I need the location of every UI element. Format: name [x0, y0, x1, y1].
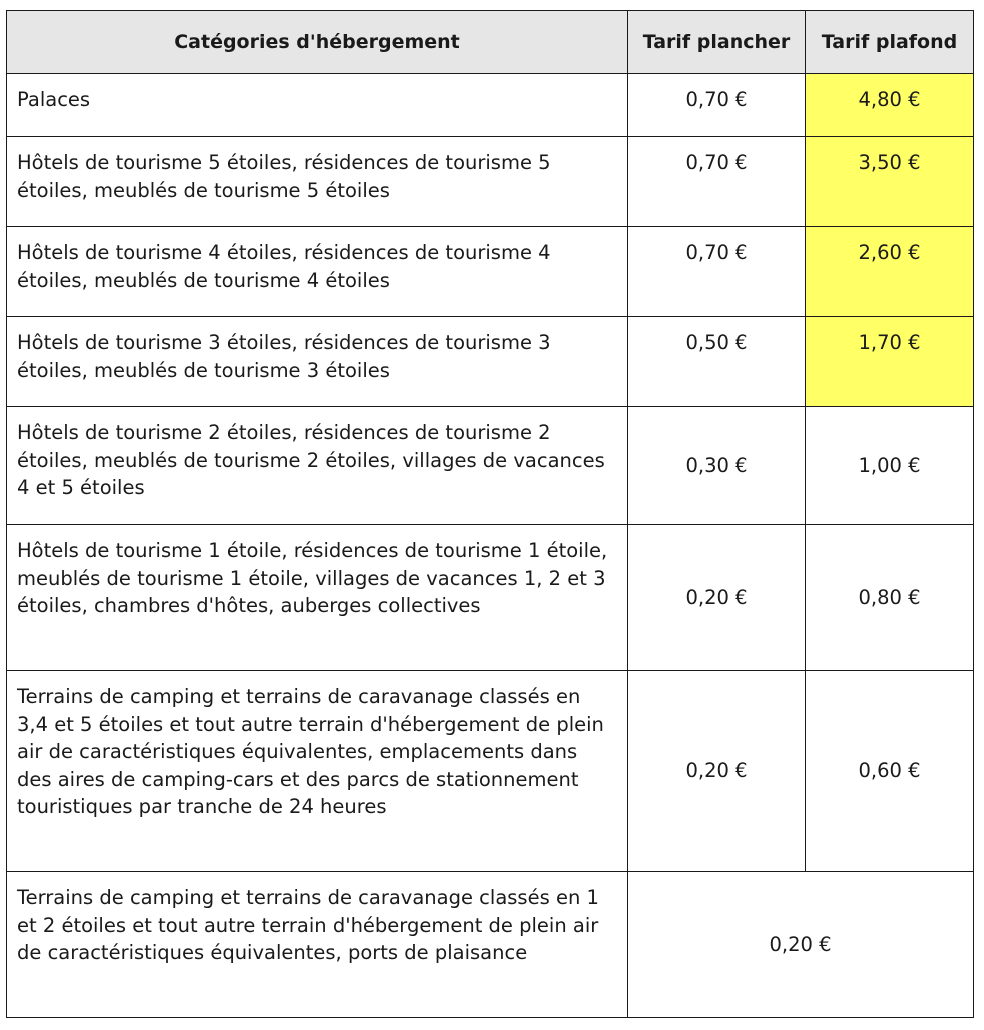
ceiling-rate-cell: 3,50 € [806, 137, 974, 227]
floor-rate-cell: 0,20 € [628, 525, 806, 671]
category-cell: Terrains de camping et terrains de caravanage classés en 1 et 2 étoiles et tout autre terrain d'hébergement de plein air de caractéristiques équivalentes, ports de plaisance [7, 872, 628, 1018]
header-category: Catégories d'hébergement [7, 11, 628, 74]
header-ceiling-rate: Tarif plafond [806, 11, 974, 74]
table-row [7, 407, 974, 525]
category-cell: Hôtels de tourisme 1 étoile, résidences de tourisme 1 étoile, meublés de tourisme 1 étoile, villages de vacances 1, 2 et 3 étoiles, chambres d'hôtes, auberges collectives [7, 525, 628, 671]
floor-rate-cell: 0,20 € [628, 671, 806, 872]
category-cell: Hôtels de tourisme 2 étoiles, résidences de tourisme 2 étoiles, meublés de tourisme 2 étoiles, villages de vacances 4 et 5 étoiles [7, 407, 628, 525]
floor-rate-cell: 0,50 € [628, 317, 806, 407]
table-row [7, 137, 974, 227]
single-rate-cell: 0,20 € [628, 872, 974, 1018]
floor-rate-cell: 0,70 € [628, 74, 806, 137]
floor-rate-cell: 0,70 € [628, 137, 806, 227]
table-row [7, 227, 974, 317]
ceiling-rate-cell: 0,60 € [806, 671, 974, 872]
table-row [7, 317, 974, 407]
category-cell: Palaces [7, 74, 628, 137]
category-cell: Hôtels de tourisme 5 étoiles, résidences de tourisme 5 étoiles, meublés de tourisme 5 étoiles [7, 137, 628, 227]
floor-rate-cell: 0,30 € [628, 407, 806, 525]
table-header-row [7, 11, 974, 74]
floor-rate-cell: 0,70 € [628, 227, 806, 317]
ceiling-rate-cell: 1,70 € [806, 317, 974, 407]
category-cell: Hôtels de tourisme 4 étoiles, résidences de tourisme 4 étoiles, meublés de tourisme 4 étoiles [7, 227, 628, 317]
ceiling-rate-cell: 1,00 € [806, 407, 974, 525]
table-row [7, 671, 974, 872]
table-row [7, 74, 974, 137]
ceiling-rate-cell: 2,60 € [806, 227, 974, 317]
ceiling-rate-cell: 4,80 € [806, 74, 974, 137]
category-cell: Terrains de camping et terrains de caravanage classés en 3,4 et 5 étoiles et tout autre terrain d'hébergement de plein air de caractéristiques équivalentes, emplacements dans des aires de camping-cars et des parcs de stationnement touristiques par tranche de 24 heures [7, 671, 628, 872]
table-row [7, 525, 974, 671]
header-floor-rate: Tarif plancher [628, 11, 806, 74]
table-row [7, 872, 974, 1018]
ceiling-rate-cell: 0,80 € [806, 525, 974, 671]
tax-rate-table [6, 10, 974, 1018]
category-cell: Hôtels de tourisme 3 étoiles, résidences de tourisme 3 étoiles, meublés de tourisme 3 étoiles [7, 317, 628, 407]
